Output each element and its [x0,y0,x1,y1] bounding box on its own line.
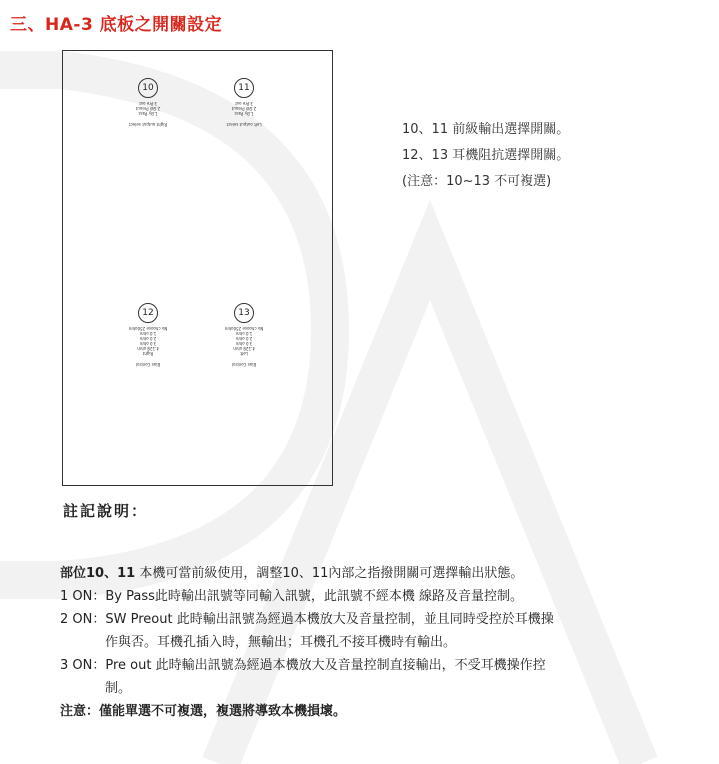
note-item-2-cont: 作與否。耳機孔插入時，無輸出；耳機孔不接耳機時有輸出。 [105,635,457,650]
warning: 注意：僅能單選不可複選，複選將導致本機損壞。 [60,704,347,719]
switch-11 [199,78,289,127]
switch-10 [103,78,193,127]
notes-body [60,562,700,723]
switch-description [402,117,569,195]
side-line-2: 12、13 耳機阻抗選擇開關。 [402,148,570,163]
section-heading: 三、HA-3 底板之開關設定 [10,15,223,35]
note-item-3-cont: 制。 [105,681,132,696]
switch-number: 13 [234,303,254,323]
side-line-3: (注意：10~13 不可複選) [402,174,552,189]
switch-number: 12 [138,303,158,323]
switch-label: Right output select [128,122,168,127]
side-line-1: 10、11 前級輸出選擇開關。 [402,122,570,137]
note-item-3: 3 ON：Pre out 此時輸出訊號為經過本機放大及音量控制直接輸出，不受耳機操作控 [60,658,546,673]
note-paragraph-1: 部位10、11 本機可當前級使用，調整10、11內部之指撥開關可選擇輸出狀態。 [60,566,524,581]
note-item-1: 1 ON：By Pass此時輸出訊號等同輸入訊號，此訊號不經本機 線路及音量控制。 [60,589,524,604]
switch-number: 10 [138,78,158,98]
note-item-2: 2 ON：SW Preout 此時輸出訊號為經過本機放大及音量控制，並且同時受控於耳機操 [60,612,554,627]
switch-label: Bias Control [231,362,257,367]
board-diagram [62,50,333,486]
switch-options: Left 4.128 ohm 3.0 ohm 2.0 ohm 1.0 ohm No choose 250ohm [224,326,264,356]
switch-options: 1.By Pass 2.SW Preout 3.Pre out [231,101,257,116]
switch-options: 1.By Pass 2.SW Preout 3.Pre out [135,101,161,116]
switch-12 [103,303,193,367]
switch-13 [199,303,289,367]
notes-title: 註記說明： [63,502,149,520]
switch-label: Bias Control [135,362,161,367]
switch-number: 11 [234,78,254,98]
switch-options: Right 4.128 ohm 3.0 ohm 2.0 ohm 1.0 ohm No choose 250ohm [128,326,168,356]
switch-label: Left output select [226,122,262,127]
